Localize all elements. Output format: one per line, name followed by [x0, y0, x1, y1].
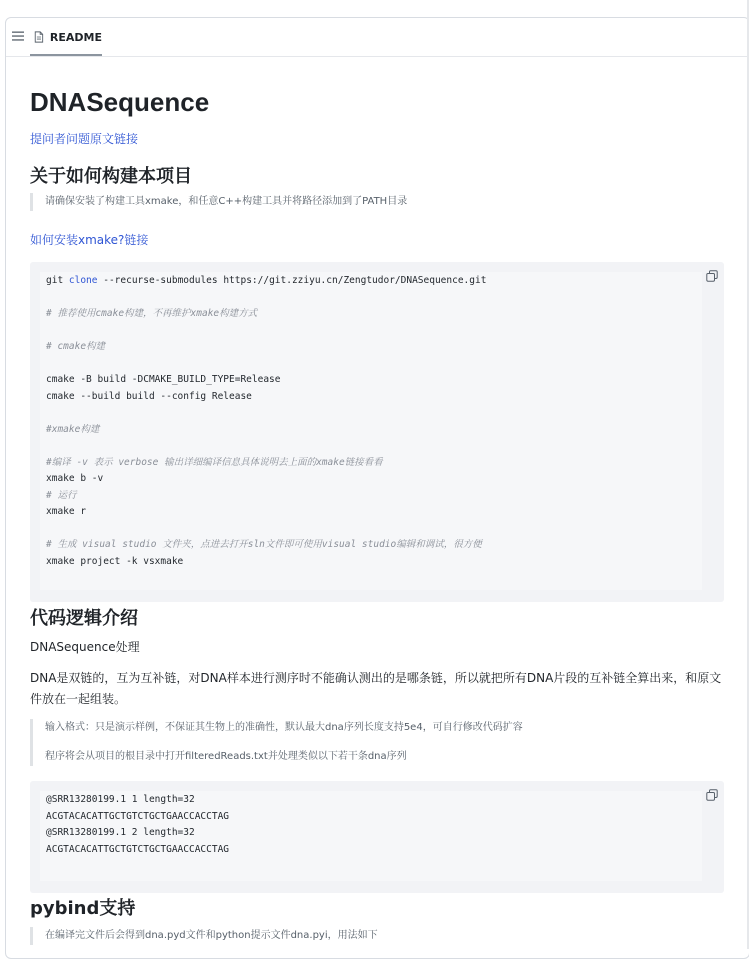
- logic-note-2: 程序将会从项目的根目录中打开filteredReads.txt并处理类似以下若干条dna序列: [45, 751, 407, 762]
- code-line: [46, 488, 486, 505]
- document-icon: [34, 30, 44, 44]
- code-line: [46, 521, 486, 538]
- build-note: [30, 193, 407, 211]
- code-comment: #xmake构建: [46, 423, 100, 435]
- logic-subtitle: DNASequence处理: [30, 640, 140, 654]
- code-text: xmake r: [46, 506, 87, 517]
- tab-readme-label: README: [49, 30, 102, 44]
- sequence-line: @SRR13280199.1 1 length=32: [46, 794, 195, 805]
- sequence-line: ACGTACACATTGCTGTCTGCTGAACCACCTAG: [46, 810, 230, 822]
- logic-desc-line1: DNA是双链的，互为互补链，对DNA样本进行测序时不能确认测出的是哪条链，所以就把所有DNA片段的互补链全算出来，和原文: [30, 671, 722, 685]
- build-note-text: 请确保安装了构建工具xmake，和任意C++构建工具并将路径添加到了PATH目录: [45, 196, 408, 207]
- code-comment: # 生成 visual studio 文件夹，点进去打开sln文件即可使用visual studio编辑和调试，很方便: [46, 539, 482, 550]
- build-code-block: [30, 262, 724, 602]
- code-text: cmake -B build -DCMAKE_BUILD_TYPE=Release: [46, 374, 281, 385]
- readme-panel: [5, 17, 749, 959]
- logic-desc-line2: 件放在一起组装。: [30, 692, 127, 706]
- code-line: [46, 405, 486, 422]
- source-link[interactable]: 提问者问题原文链接: [30, 132, 139, 146]
- code-keyword: clone: [68, 275, 98, 286]
- code-line: [46, 372, 486, 389]
- code-text: xmake b -v: [46, 473, 104, 484]
- sequence-code-block: [30, 781, 724, 893]
- logic-note-1: 输入格式：只是演示样例，不保证其生物上的准确性，默认最大dna序列长度支持5e4，可自行修改代码扩容: [45, 722, 523, 733]
- build-heading: 关于如何构建本项目: [30, 166, 192, 187]
- code-comment: # 运行: [46, 489, 77, 501]
- code-line: [46, 537, 486, 554]
- build-code: [46, 273, 486, 570]
- code-line: [46, 306, 486, 323]
- code-line: [46, 422, 486, 439]
- sequence-line: @SRR13280199.1 2 length=32: [46, 827, 195, 838]
- code-line: [46, 554, 486, 571]
- code-line: [46, 438, 486, 455]
- code-text: cmake --build build --config Release: [46, 390, 252, 402]
- readme-toolbar: [6, 18, 749, 57]
- copy-icon[interactable]: [706, 789, 718, 801]
- tab-readme[interactable]: [30, 18, 102, 56]
- page-title: DNASequence: [30, 87, 210, 117]
- copy-icon[interactable]: [706, 270, 718, 282]
- code-text: git: [46, 275, 69, 286]
- pybind-note-text: 在编译完文件后会得到dna.pyd文件和python提示文件dna.pyi，用法如下: [45, 930, 378, 941]
- sequence-line: ACGTACACATTGCTGTCTGCTGAACCACCTAG: [46, 843, 230, 855]
- code-comment: #编译 -v 表示 verbose 输出详细编译信息具体说明去上面的xmake链接看看: [46, 456, 383, 468]
- code-comment: # 推荐使用cmake构建，不再维护xmake构建方式: [46, 308, 258, 319]
- logic-notes: [30, 719, 523, 766]
- sequence-code: [46, 792, 229, 858]
- code-comment: # cmake构建: [46, 341, 106, 352]
- code-line: [46, 389, 486, 406]
- code-line: [46, 504, 486, 521]
- pybind-heading: pybind支持: [30, 898, 136, 919]
- logic-heading: 代码逻辑介绍: [30, 608, 138, 629]
- install-xmake-link[interactable]: 如何安装xmake?链接: [30, 233, 149, 247]
- code-text: xmake project -k vsxmake: [46, 555, 184, 567]
- code-line: [46, 356, 486, 373]
- code-line: [46, 339, 486, 356]
- code-line: [46, 273, 486, 290]
- pybind-note: [30, 927, 378, 945]
- tab-active-indicator: [30, 54, 102, 56]
- code-text: --recurse-submodules https://git.zziyu.cn/Zengtudor/DNASequence.git: [97, 275, 487, 286]
- code-line: [46, 455, 486, 472]
- code-line: [46, 471, 486, 488]
- hamburger-menu-icon[interactable]: [12, 30, 24, 42]
- code-line: [46, 323, 486, 340]
- code-line: [46, 290, 486, 307]
